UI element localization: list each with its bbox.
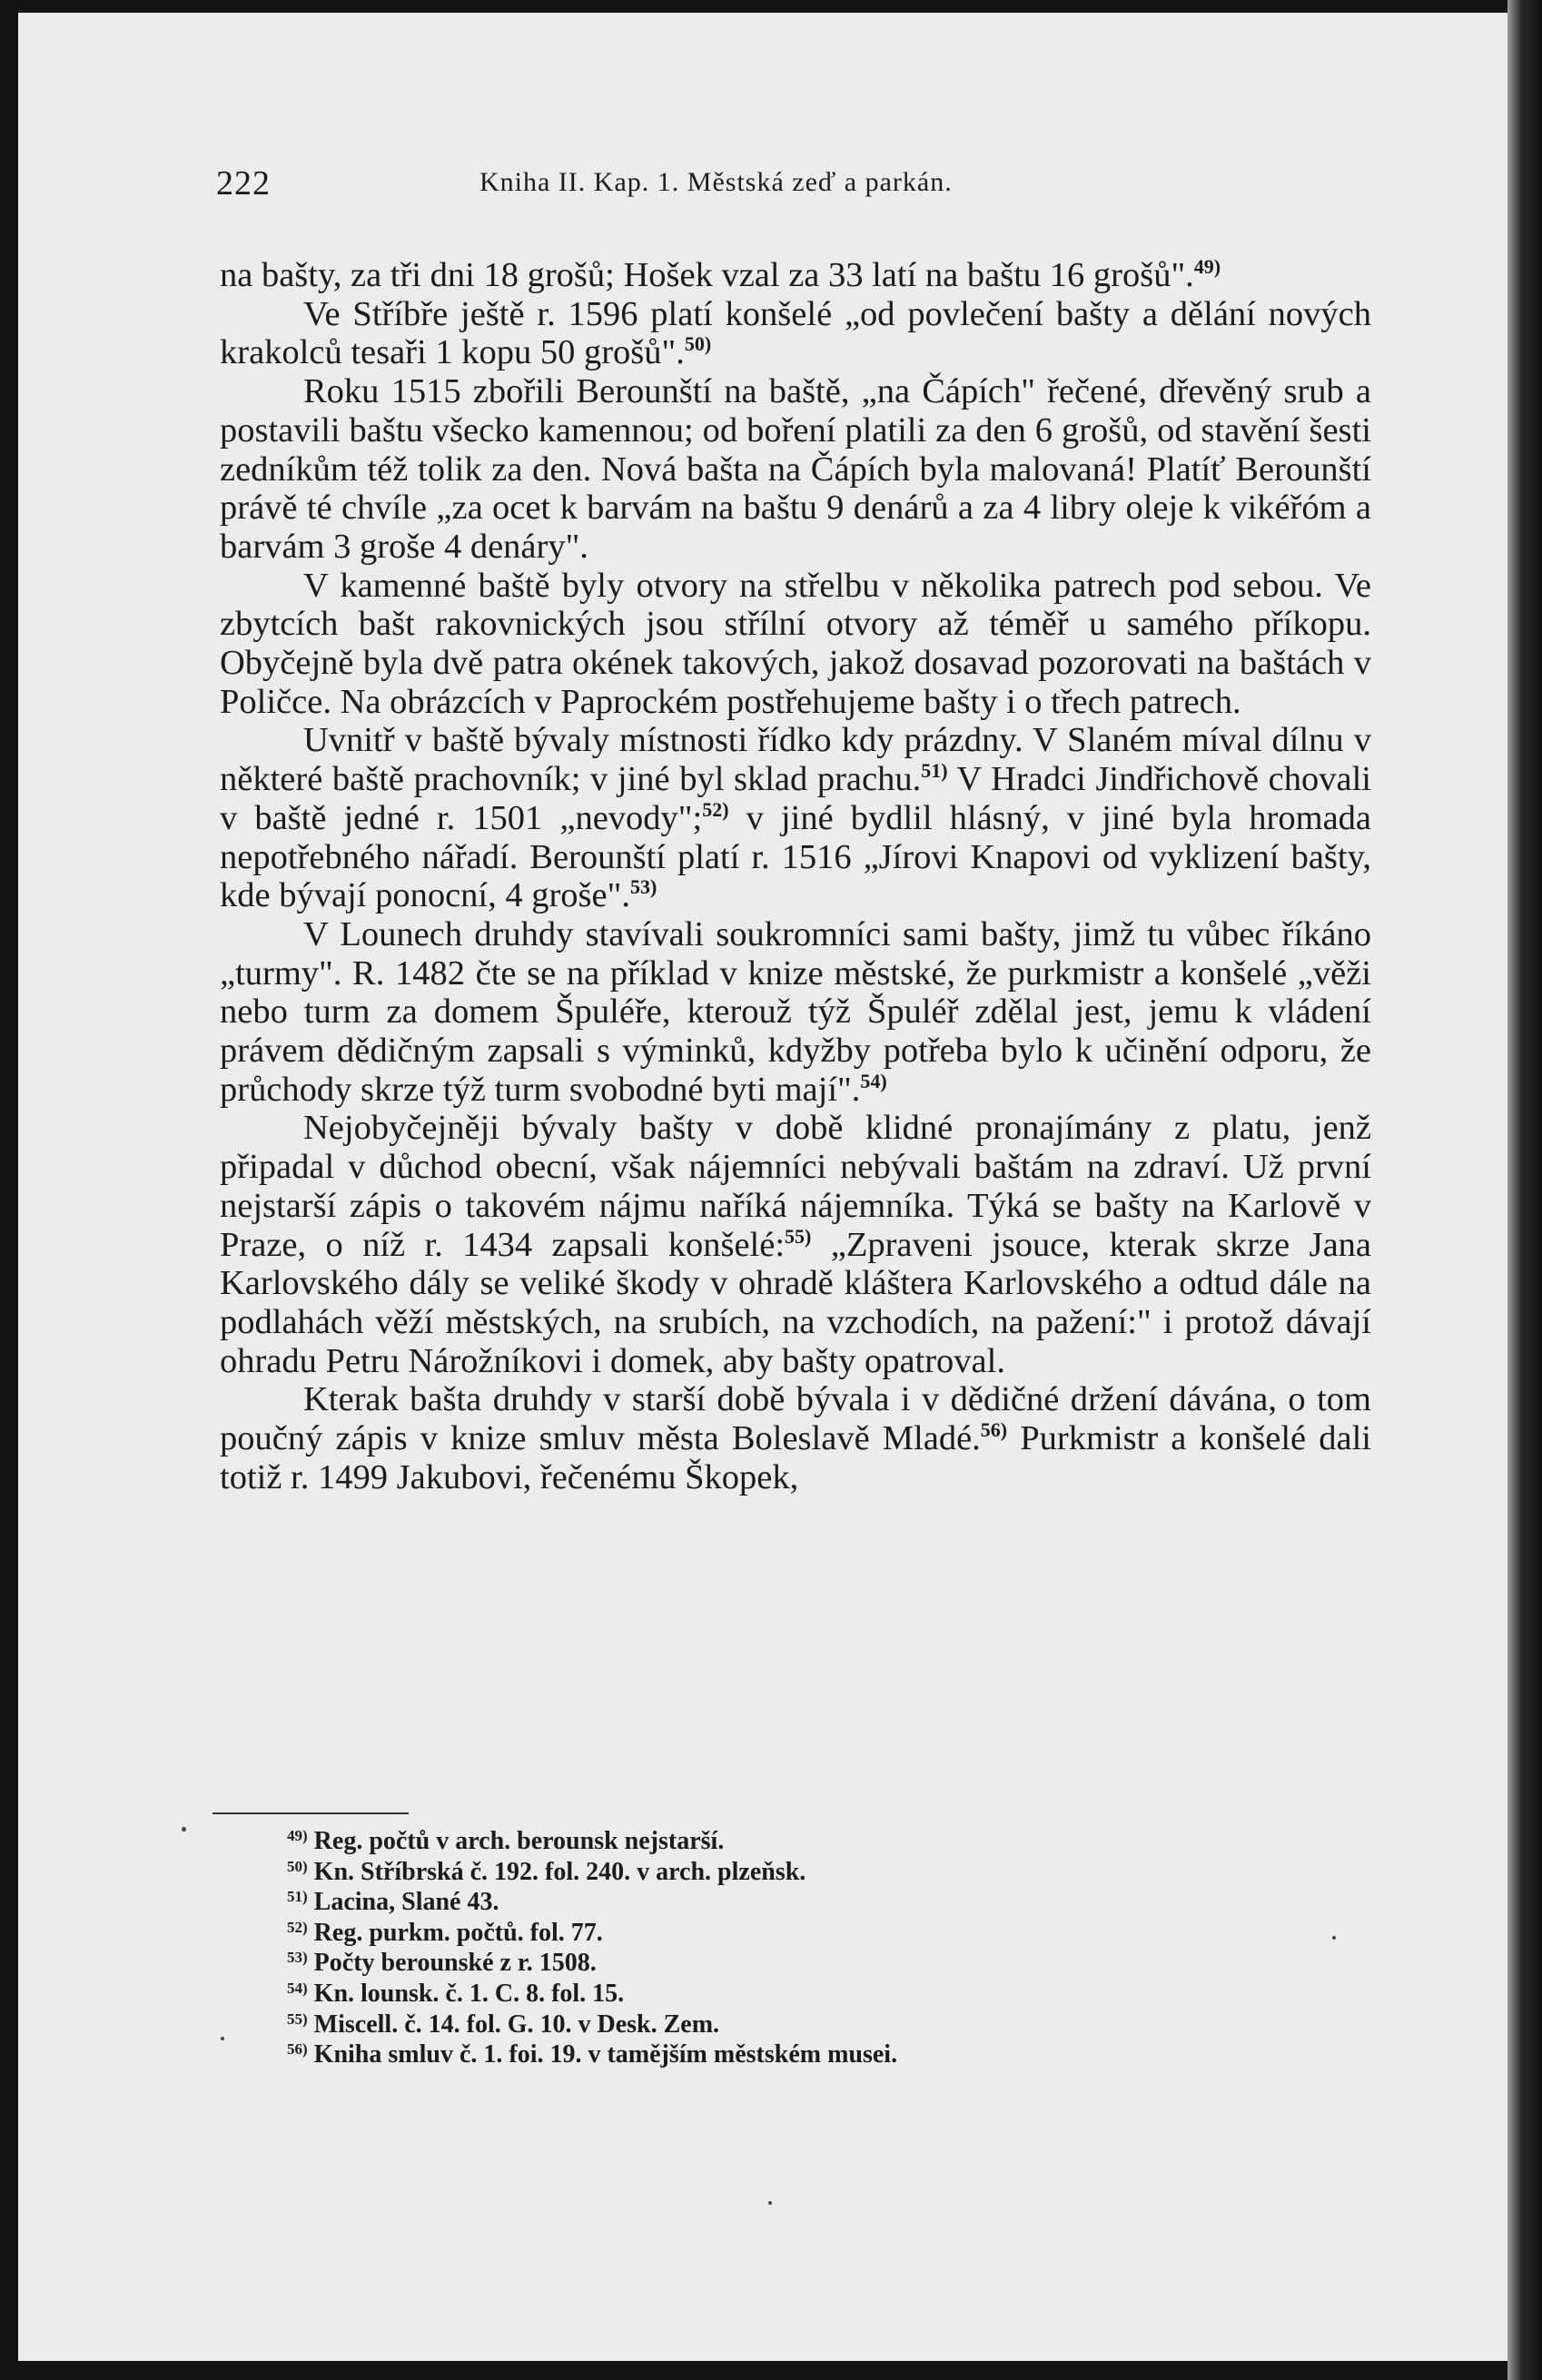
footnote-number: 50) <box>287 1857 308 1875</box>
paragraph <box>220 372 1371 567</box>
page-number: 222 <box>216 164 271 202</box>
paragraph <box>220 567 1371 722</box>
footnote <box>287 1826 1286 1857</box>
paragraph-text: V Hradci Jindřichově chovali v baště jedné r. 1501 „nevody"; <box>220 760 1371 837</box>
paragraph <box>220 915 1371 1110</box>
footnote-ref: 50) <box>684 332 712 356</box>
footnote-text: Kniha smluv č. 1. foi. 19. v tamějším městském musei. <box>307 2040 898 2069</box>
paragraph-text: „Zpraveni jsouce, kterak skrze Jana Karlovského dály se veliké škody v ohradě kláštera Karlovského a odtud dále na podlahách věží městských, na srubích, na vzchodích, na pažení:" i protož dávají ohradu Petru Nárožníkovi i domek, aby bašty opatroval. <box>220 1225 1371 1380</box>
paragraph-text: Kterak bašta druhdy v starší době bývala i v dědičné držení dávána, o tom poučný zápis v knize smluv města Boleslavě Mladé. <box>220 1380 1371 1458</box>
footnote-text: Reg. počtů v arch. berounsk nejstarší. <box>307 1827 725 1855</box>
print-speck <box>221 2037 224 2040</box>
footnote <box>287 1918 1286 1949</box>
paragraph <box>220 295 1371 372</box>
footnote-ref: 51) <box>921 759 948 783</box>
footnote-text: Kn. lounsk. č. 1. C. 8. fol. 15. <box>307 1979 625 2008</box>
footnote-number: 53) <box>287 1949 308 1967</box>
footnote-text: Lacina, Slané 43. <box>307 1888 499 1917</box>
footnote <box>287 2039 1286 2070</box>
body-text <box>220 256 1371 1497</box>
paragraph <box>220 721 1371 915</box>
print-speck <box>182 1827 186 1832</box>
print-speck <box>768 2201 772 2205</box>
scan-edge <box>1507 0 1542 2380</box>
footnote-text: Počty berounské z r. 1508. <box>307 1949 597 1978</box>
footnote <box>287 1857 1286 1888</box>
paragraph-text: Ve Stříbře ještě r. 1596 platí konšelé „od povlečení bašty a dělání nových krakolců tesaři 1 kopu 50 grošů". <box>220 294 1371 372</box>
footnote-rule <box>213 1812 409 1814</box>
paragraph <box>220 1109 1371 1380</box>
footnote-text: Reg. purkm. počtů. fol. 77. <box>307 1918 603 1947</box>
paragraph-text: Uvnitř v baště bývaly místnosti řídko kdy prázdny. V Slaném míval dílnu v některé baště prachovník; v jiné byl sklad prachu. <box>220 721 1371 799</box>
paragraph-text: na bašty, za tři dni 18 grošů; Hošek vzal za 33 latí na baštu 16 grošů". <box>220 256 1194 294</box>
footnote-number: 49) <box>287 1827 308 1844</box>
paragraph <box>220 256 1371 295</box>
footnote-number: 51) <box>287 1888 308 1906</box>
paragraph <box>220 1380 1371 1496</box>
footnote-text: Kn. Stříbrská č. 192. fol. 240. v arch. plzeňsk. <box>307 1857 806 1886</box>
print-speck <box>1332 1936 1336 1940</box>
footnote-text: Miscell. č. 14. fol. G. 10. v Desk. Zem. <box>307 2010 720 2039</box>
running-head: Kniha II. Kap. 1. Městská zeď a parkán. <box>479 167 953 197</box>
paragraph-text: Purkmistr a konšelé dali totiž r. 1499 Jakubovi, řečenému Škopek, <box>220 1419 1371 1496</box>
footnote <box>287 2010 1286 2040</box>
paragraph-text: Roku 1515 zbořili Berounští na baště, „na Čápích" řečené, dřevěný srub a postavili baštu všecko kamennou; od boření platili za den 6 grošů, od stavění šesti zedníkům též tolik za den. Nová bašta na Čápích byla malovaná! Platíť Berounští právě té chvíle „za ocet k barvám na baštu 9 denárů a za 4 libry oleje k vikéřóm a barvám 3 groše 4 denáry". <box>220 372 1371 566</box>
paragraph-text: V Lounech druhdy stavívali soukromníci sami bašty, jimž tu vůbec říkáno „turmy". R. 1482 čte se na příklad v knize městské, že purkmistr a konšelé „věži nebo turm za domem Špuléře, kterouž týž Špuléř zdělal jest, jemu k vládení právem dědičným zapsali s výminků, kdyžby potřeba bylo k učinění odporu, že průchody skrze týž turm svobodné byti mají". <box>220 914 1371 1109</box>
footnote-ref: 49) <box>1193 255 1221 278</box>
footnote <box>287 1948 1286 1979</box>
footnote-ref: 55) <box>785 1224 812 1248</box>
footnote <box>287 1979 1286 2010</box>
footnote-ref: 54) <box>860 1069 887 1092</box>
paragraph-text: V kamenné baště byly otvory na střelbu v několika patrech pod sebou. Ve zbytcích bašt rakovnických jsou střílní otvory až téměř u samého příkopu. Obyčejně byla dvě patra okének takových, jakož dosavad pozorovati na baštách v Poličce. Na obrázcích v Paprockém postřehujeme bašty i o třech patrech. <box>220 566 1371 721</box>
paragraph-text: v jiné bydlil hlásný, v jiné byla hromada nepotřebného nářadí. Berounští platí r. 1516 „Jírovi Knapovi od vyklizení bašty, kde bývají ponocní, 4 groše". <box>220 798 1371 915</box>
footnotes <box>287 1826 1286 2070</box>
footnote-number: 56) <box>287 2040 308 2059</box>
footnote-ref: 56) <box>980 1418 1008 1442</box>
footnote-number: 55) <box>287 2010 308 2028</box>
footnote <box>287 1887 1286 1918</box>
footnote-number: 52) <box>287 1918 308 1936</box>
paragraph-text: Nejobyčejněji bývaly bašty v době klidné pronajímány z platu, jenž připadal v důchod obecní, však nájemníci nebývali baštám na zdraví. Už první nejstarší zápis o takovém nájmu naříká nájemníka. Týká se bašty na Karlově v Praze, o níž r. 1434 zapsali konšelé: <box>220 1109 1371 1264</box>
page-header <box>216 163 1380 209</box>
footnote-ref: 53) <box>629 875 657 899</box>
footnote-number: 54) <box>287 1979 308 1997</box>
book-page <box>18 13 1507 2361</box>
footnote-ref: 52) <box>702 797 729 821</box>
